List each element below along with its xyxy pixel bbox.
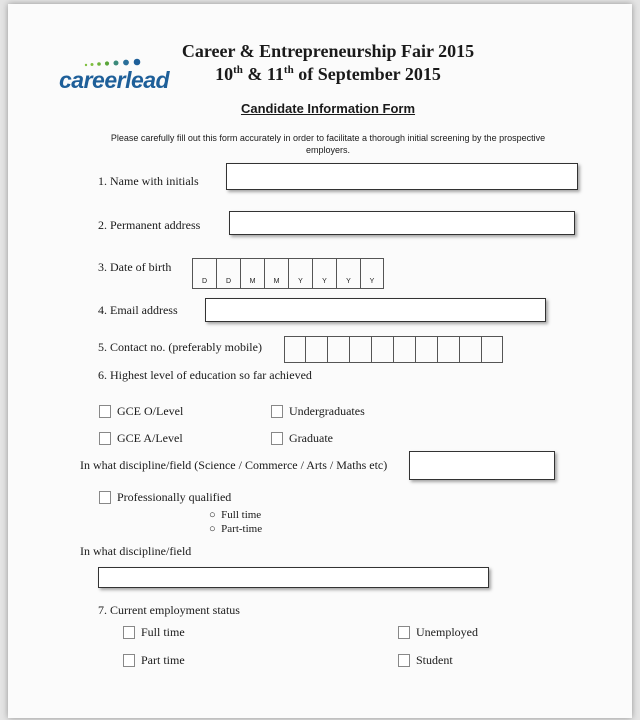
option-employment-part-time[interactable]	[123, 653, 185, 668]
dob-cells[interactable]	[192, 258, 384, 289]
page-title: Career & Entrepreneurship Fair 2015	[181, 41, 475, 61]
option-employment-full-time[interactable]	[123, 625, 185, 640]
dob-cell[interactable]: Y	[312, 258, 336, 289]
gce-al-checkbox[interactable]	[99, 432, 111, 445]
contact-cell[interactable]	[349, 336, 371, 363]
option-undergraduates[interactable]	[271, 404, 365, 419]
graduate-checkbox[interactable]	[271, 432, 283, 445]
contact-cell[interactable]	[393, 336, 415, 363]
contact-cell[interactable]	[284, 336, 305, 363]
professional-checkbox[interactable]	[99, 491, 111, 504]
contact-cell[interactable]	[371, 336, 393, 363]
logo-wordmark: careerlead	[59, 67, 170, 93]
employment-label: 7. Current employment status	[98, 603, 240, 617]
address-field[interactable]	[229, 211, 575, 235]
employment-part-time-checkbox[interactable]	[123, 654, 135, 667]
contact-label: 5. Contact no. (preferably mobile)	[98, 340, 262, 354]
dob-cell[interactable]: Y	[288, 258, 312, 289]
employment-full-time-checkbox[interactable]	[123, 626, 135, 639]
instructions: Please carefully fill out this form accurately in order to facilitate a thorough initial screening by the prospective employers.	[110, 133, 546, 155]
employment-full-time-label: Full time	[141, 625, 185, 639]
discipline-question: In what discipline/field (Science / Commerce / Arts / Maths etc)	[80, 458, 388, 472]
name-label: 1. Name with initials	[98, 174, 199, 188]
student-label: Student	[416, 653, 453, 667]
bullet-circle-icon: ○	[209, 509, 216, 521]
undergraduates-checkbox[interactable]	[271, 405, 283, 418]
unemployed-checkbox[interactable]	[398, 626, 410, 639]
unemployed-label: Unemployed	[416, 625, 478, 639]
professional-label: Professionally qualified	[117, 490, 232, 504]
option-graduate[interactable]	[271, 431, 333, 446]
email-field[interactable]	[205, 298, 546, 322]
address-label: 2. Permanent address	[98, 218, 201, 232]
option-gce-al[interactable]	[99, 431, 183, 446]
contact-cells[interactable]	[284, 336, 503, 363]
page-subtitle-date: 10th & 11th of September 2015	[215, 64, 441, 84]
contact-cell[interactable]	[327, 336, 349, 363]
gce-ol-checkbox[interactable]	[99, 405, 111, 418]
email-label: 4. Email address	[98, 303, 178, 317]
option-professional[interactable]	[99, 490, 231, 505]
contact-cell[interactable]	[459, 336, 481, 363]
full-time-label: Full time	[221, 509, 262, 521]
dob-cell[interactable]: M	[264, 258, 288, 289]
contact-cell[interactable]	[415, 336, 437, 363]
discipline-field[interactable]	[409, 451, 555, 480]
option-gce-ol[interactable]	[99, 404, 183, 419]
dob-cell[interactable]: Y	[360, 258, 384, 289]
dob-label: 3. Date of birth	[98, 260, 172, 274]
undergraduates-label: Undergraduates	[289, 404, 365, 418]
bullet-circle-icon: ○	[209, 523, 216, 535]
education-label: 6. Highest level of education so far achieved	[98, 368, 312, 382]
professional-part-time[interactable]	[209, 523, 262, 535]
option-student[interactable]	[398, 653, 453, 668]
dob-cell[interactable]: M	[240, 258, 264, 289]
gce-al-label: GCE A/Level	[117, 431, 183, 445]
form-title: Candidate Information Form	[240, 101, 416, 116]
dob-cell[interactable]: D	[216, 258, 240, 289]
professional-discipline-question: In what discipline/field	[80, 544, 192, 558]
dob-cell[interactable]: D	[192, 258, 216, 289]
part-time-label: Part-time	[221, 523, 263, 535]
name-field[interactable]	[226, 163, 578, 190]
gce-ol-label: GCE O/Level	[117, 404, 184, 418]
option-unemployed[interactable]	[398, 625, 478, 640]
professional-full-time[interactable]	[209, 509, 261, 521]
form-page	[8, 4, 632, 718]
professional-discipline-field[interactable]	[98, 567, 489, 588]
student-checkbox[interactable]	[398, 654, 410, 667]
dob-cell[interactable]: Y	[336, 258, 360, 289]
graduate-label: Graduate	[289, 431, 333, 445]
employment-part-time-label: Part time	[141, 653, 185, 667]
contact-cell[interactable]	[305, 336, 327, 363]
contact-cell[interactable]	[437, 336, 459, 363]
contact-cell[interactable]	[481, 336, 503, 363]
